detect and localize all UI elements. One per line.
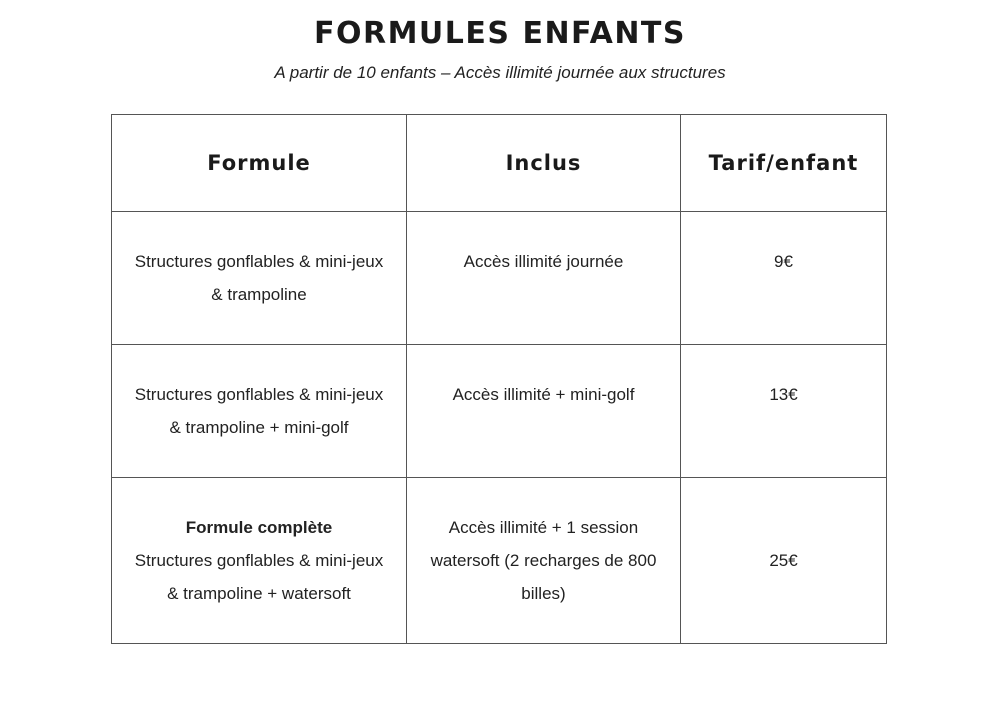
inclus-line: watersoft (2 recharges de 800 [430, 551, 657, 570]
cell-inclus [407, 478, 681, 644]
header-tarif: Tarif/enfant [681, 115, 887, 212]
inclus-line: Accès illimité + mini-golf [452, 385, 635, 404]
header-formule: Formule [112, 115, 407, 212]
cell-inclus [407, 345, 681, 478]
table-header-row [112, 115, 887, 212]
formule-title: Formule complète [185, 518, 333, 537]
pricing-table [111, 114, 887, 644]
cell-formule [112, 345, 407, 478]
formule-line: Structures gonflables & mini-jeux [134, 551, 384, 570]
cell-tarif: 13€ [681, 345, 887, 478]
inclus-line: billes) [521, 584, 566, 603]
page-subtitle: A partir de 10 enfants – Accès illimité journée aux structures [274, 63, 726, 82]
table-row [112, 478, 887, 644]
cell-tarif: 9€ [681, 212, 887, 345]
cell-formule [112, 212, 407, 345]
formule-line: Structures gonflables & mini-jeux [134, 385, 384, 404]
formule-line: & trampoline + watersoft [167, 584, 351, 603]
inclus-line: Accès illimité journée [463, 252, 624, 271]
table-row [112, 212, 887, 345]
formule-line: & trampoline + mini-golf [169, 418, 349, 437]
formule-line: & trampoline [211, 285, 307, 304]
cell-formule [112, 478, 407, 644]
formule-line: Structures gonflables & mini-jeux [134, 252, 384, 271]
page-title: FORMULES ENFANTS [313, 16, 687, 51]
table-row [112, 345, 887, 478]
inclus-line: Accès illimité + 1 session [448, 518, 639, 537]
header-inclus: Inclus [407, 115, 681, 212]
cell-inclus [407, 212, 681, 345]
cell-tarif: 25€ [681, 478, 887, 644]
